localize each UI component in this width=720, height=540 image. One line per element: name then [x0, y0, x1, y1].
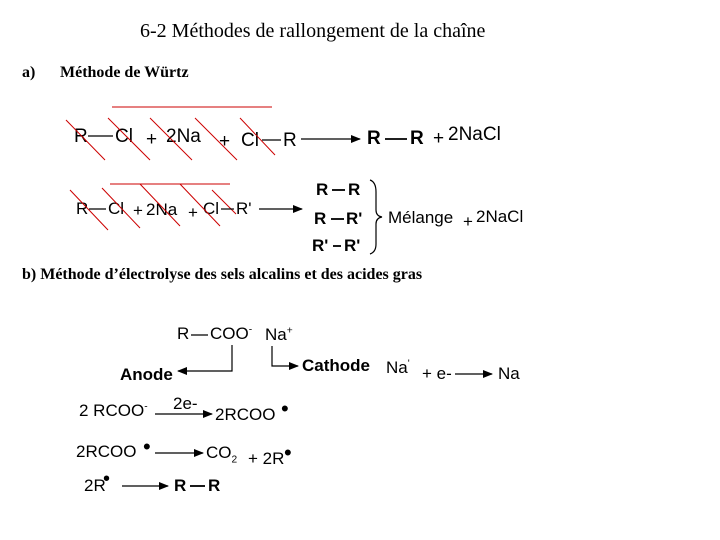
step1-reactant: 2 RCOO-	[79, 401, 148, 420]
page-title: 6-2 Méthodes de rallongement de la chaîne	[140, 20, 486, 42]
w1-na: 2Na	[166, 126, 201, 147]
crossout-diag-4	[195, 118, 237, 160]
w1-r2: R	[283, 130, 297, 151]
w2-plus1: +	[133, 201, 143, 220]
arrow-to-anode	[178, 345, 232, 371]
w2-cl1: Cl	[108, 199, 125, 218]
radical-dot-3: •	[284, 440, 292, 465]
w1-r: R	[74, 126, 88, 147]
anode-label: Anode	[120, 365, 173, 384]
w2-prod1-b: R	[348, 180, 361, 199]
arrow-to-cathode	[272, 346, 298, 366]
crossout-diag-9	[180, 184, 220, 226]
crossout-diag-1	[66, 120, 105, 160]
crossout-diag-2	[108, 118, 150, 160]
step2-co2: $CO_2$	[206, 443, 238, 466]
step1-electrons: 2e-	[173, 394, 198, 413]
cathode-label: Cathode	[302, 356, 370, 375]
radical-dot-1: •	[281, 396, 289, 421]
w1-product-r1: R	[367, 128, 381, 149]
crossout-diag-5	[240, 118, 275, 155]
section-a-title: Méthode de Würtz	[60, 64, 189, 81]
radical-dot-4: •	[103, 468, 111, 490]
step2-reactant: 2RCOO	[76, 442, 137, 461]
crossout-lines-2	[70, 184, 236, 230]
w2-prod3-a: R'	[312, 236, 329, 255]
w1-plus2: +	[219, 131, 231, 152]
na-product: Na	[498, 364, 520, 383]
w2-cl2: Cl	[203, 199, 220, 218]
na-ion: Na'	[386, 358, 410, 377]
crossout-diag-10	[212, 190, 236, 214]
w2-nacl: 2NaCl	[476, 207, 524, 226]
step3-product-b: R	[208, 476, 221, 495]
w2-rprime: R'	[236, 199, 252, 218]
section-b-title: b) Méthode d’électrolyse des sels alcalins et des acides gras	[22, 266, 423, 283]
mixture-brace	[370, 180, 382, 254]
w1-nacl: 2NaCl	[448, 124, 501, 145]
w1-product-r2: R	[410, 128, 424, 149]
salt-na: Na+	[265, 325, 293, 344]
w2-prod1-a: R	[316, 180, 329, 199]
crossout-diag-6	[70, 190, 108, 230]
w2-melange: Mélange	[388, 208, 454, 227]
crossout-diag-8	[140, 184, 180, 226]
w1-cl1: Cl	[115, 126, 133, 147]
crossout-lines-1	[66, 107, 275, 160]
w1-plus3: +	[433, 128, 445, 149]
w2-prod2-a: R	[314, 209, 327, 228]
crossout-diag-3	[150, 118, 192, 160]
salt-coo: COO-	[210, 324, 253, 343]
step2-plus-2r: + 2R	[248, 449, 285, 468]
w1-cl2: Cl	[241, 130, 259, 151]
crossout-diag-7	[102, 188, 140, 228]
plus-electron: + e-	[422, 364, 452, 383]
w2-na: 2Na	[146, 200, 178, 219]
step3-product-a: R	[174, 476, 187, 495]
w2-prod2-b: R'	[346, 209, 363, 228]
w2-r: R	[76, 199, 89, 218]
salt-r: R	[177, 324, 190, 343]
radical-dot-2: •	[143, 434, 151, 459]
w2-plus: +	[463, 212, 473, 231]
w1-plus1: +	[146, 129, 158, 150]
step3-reactant: 2R	[84, 476, 106, 495]
step1-product: 2RCOO	[215, 405, 276, 424]
w2-plus2: +	[188, 203, 198, 222]
w2-prod3-b: R'	[344, 236, 361, 255]
section-a-letter: a)	[22, 64, 36, 81]
